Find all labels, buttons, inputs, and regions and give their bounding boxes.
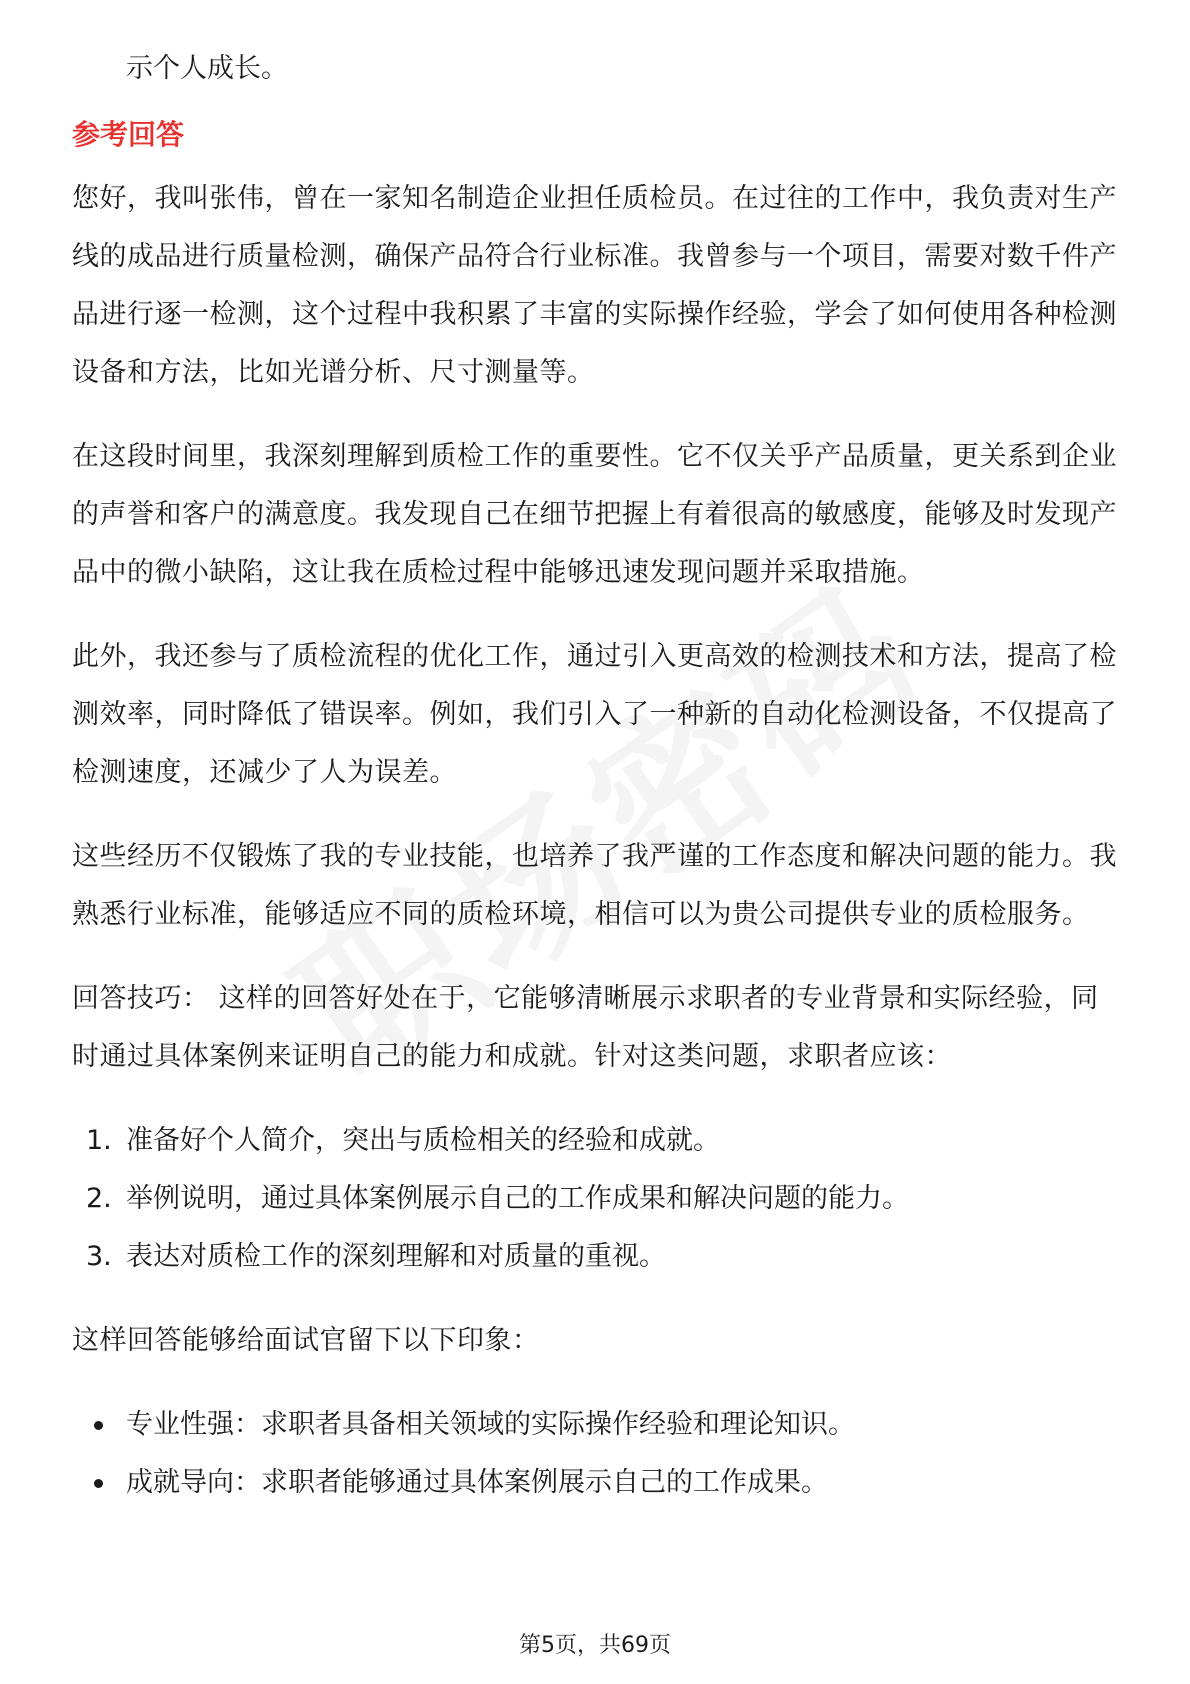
bullet-item-text: 成就导向：求职者能够通过具体案例展示自己的工作成果。 [126,1467,828,1498]
bullet-dot-icon [94,1479,103,1488]
bullet-item [72,1454,1122,1512]
page-footer: 第5页，共69页 [519,1633,671,1658]
list-item-text: 举例说明，通过具体案例展示自己的工作成果和解决问题的能力。 [126,1183,909,1214]
page-content [72,40,1122,1538]
paragraph: 此外，我还参与了质检流程的优化工作，通过引入更高效的检测技术和方法，提高了检测效率，同时降低了错误率。例如，我们引入了一种新的自动化检测设备，不仅提高了检测速度，还减少了人为误差。 [72,641,1117,788]
bullet-list [72,1396,1122,1512]
ordered-list [72,1112,1122,1286]
list-item [72,1170,1122,1228]
bullet-item-text: 专业性强：求职者具备相关领域的实际操作经验和理论知识。 [126,1409,855,1440]
list-number: 2. [86,1183,112,1214]
impression-intro: 这样回答能够给面试官留下以下印象： [72,1325,540,1356]
list-item [72,1112,1122,1170]
list-number: 3. [86,1241,112,1272]
list-item-text: 准备好个人简介，突出与质检相关的经验和成就。 [126,1125,720,1156]
continuation-text: 示个人成长。 [126,53,288,84]
bullet-item [72,1396,1122,1454]
paragraph: 在这段时间里，我深刻理解到质检工作的重要性。它不仅关乎产品质量，更关系到企业的声誉和客户的满意度。我发现自己在细节把握上有着很高的敏感度，能够及时发现产品中的微小缺陷，这让我在质检过程中能够迅速发现问题并采取措施。 [72,441,1117,588]
paragraph: 您好，我叫张伟，曾在一家知名制造企业担任质检员。在过往的工作中，我负责对生产线的成品进行质量检测，确保产品符合行业标准。我曾参与一个项目，需要对数千件产品进行逐一检测，这个过程中我积累了丰富的实际操作经验，学会了如何使用各种检测设备和方法，比如光谱分析、尺寸测量等。 [72,183,1117,388]
tips-paragraph: 回答技巧： 这样的回答好处在于，它能够清晰展示求职者的专业背景和实际经验，同时通过具体案例来证明自己的能力和成就。针对这类问题，求职者应该： [72,983,1099,1072]
list-number: 1. [86,1125,112,1156]
bullet-dot-icon [94,1421,103,1430]
list-item-text: 表达对质检工作的深刻理解和对质量的重视。 [126,1241,666,1272]
list-item [72,1228,1122,1286]
paragraph: 这些经历不仅锻炼了我的专业技能，也培养了我严谨的工作态度和解决问题的能力。我熟悉行业标准，能够适应不同的质检环境，相信可以为贵公司提供专业的质检服务。 [72,841,1117,930]
section-title: 参考回答 [72,118,185,151]
